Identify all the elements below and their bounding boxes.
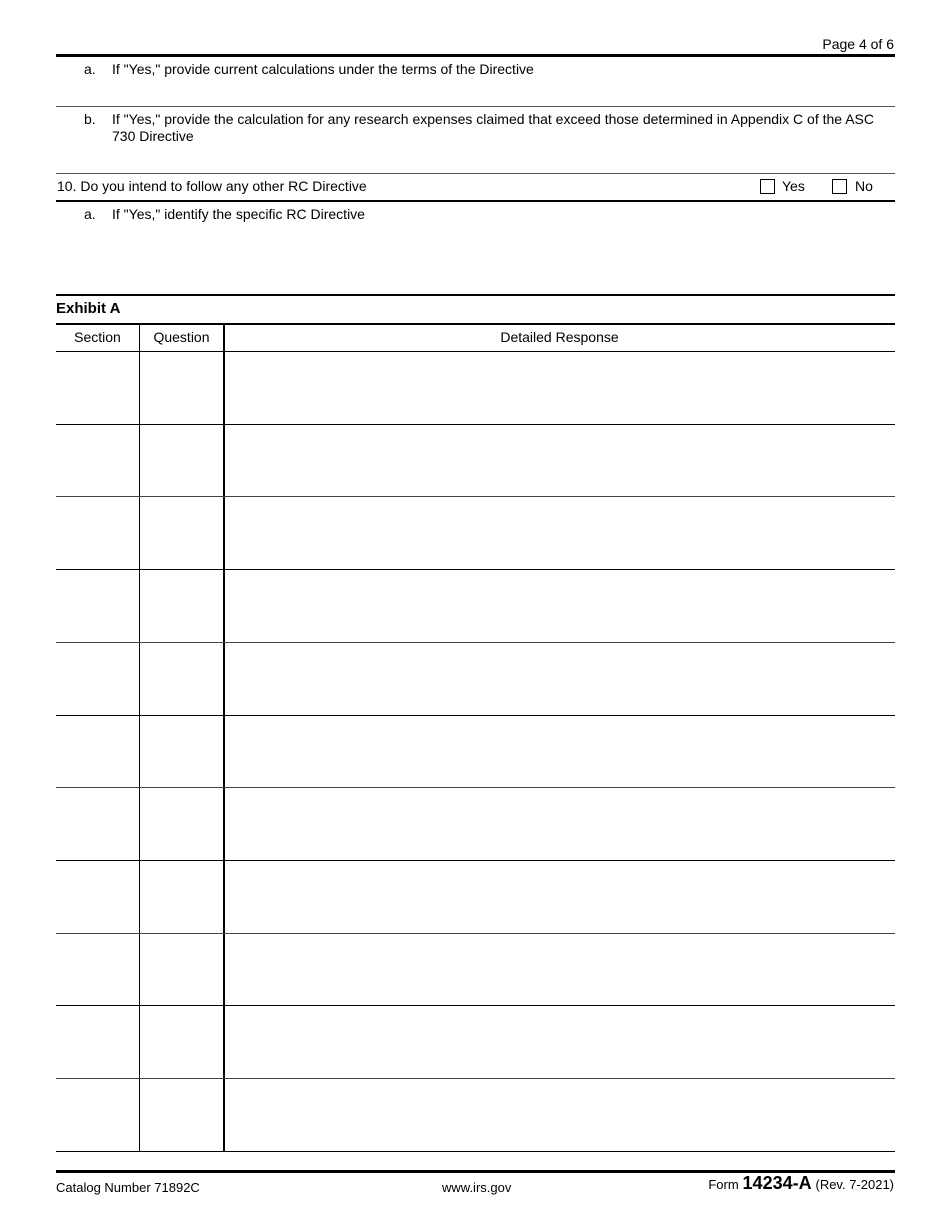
response-cell[interactable] xyxy=(225,788,895,861)
response-cell[interactable] xyxy=(225,1079,895,1152)
divider xyxy=(56,173,895,174)
table-row xyxy=(56,1006,895,1079)
question-cell[interactable] xyxy=(141,570,223,643)
section-cell[interactable] xyxy=(56,716,139,788)
response-cell[interactable] xyxy=(225,861,895,934)
header-rule xyxy=(56,54,895,57)
question-cell[interactable] xyxy=(141,788,223,861)
question-10-text: 10. Do you intend to follow any other RC Directive xyxy=(57,178,367,194)
response-cell[interactable] xyxy=(225,716,895,788)
item-a-letter: a. xyxy=(84,61,96,77)
form-prefix: Form xyxy=(708,1177,739,1192)
table-row xyxy=(56,570,895,643)
response-cell[interactable] xyxy=(225,934,895,1006)
section-cell[interactable] xyxy=(56,570,139,643)
item-b-text-line1: If "Yes," provide the calculation for any research expenses claimed that exceed those determined in Appendix C of the ASC xyxy=(112,111,874,127)
response-cell[interactable] xyxy=(225,1006,895,1079)
section-cell[interactable] xyxy=(56,352,139,425)
response-cell[interactable] xyxy=(225,425,895,497)
row-divider xyxy=(56,1151,895,1152)
table-row xyxy=(56,934,895,1006)
response-cell[interactable] xyxy=(225,570,895,643)
section-cell[interactable] xyxy=(56,934,139,1006)
table-row xyxy=(56,497,895,570)
page-number: Page 4 of 6 xyxy=(822,36,894,52)
question-cell[interactable] xyxy=(141,1006,223,1079)
question-cell[interactable] xyxy=(141,497,223,570)
table-row xyxy=(56,861,895,934)
form-id xyxy=(708,1175,894,1193)
catalog-number: Catalog Number 71892C xyxy=(56,1180,200,1195)
section-cell[interactable] xyxy=(56,425,139,497)
exhibit-top-rule xyxy=(56,294,895,296)
section-cell[interactable] xyxy=(56,643,139,716)
response-cell[interactable] xyxy=(225,497,895,570)
table-row xyxy=(56,1079,895,1152)
question-cell[interactable] xyxy=(141,934,223,1006)
response-cell[interactable] xyxy=(225,643,895,716)
table-row xyxy=(56,425,895,497)
question-cell[interactable] xyxy=(141,861,223,934)
item-a2-text: If "Yes," identify the specific RC Directive xyxy=(112,206,365,222)
item-b-letter: b. xyxy=(84,111,96,127)
table-row xyxy=(56,788,895,861)
exhibit-header-rule xyxy=(56,323,895,325)
irs-website: www.irs.gov xyxy=(442,1180,512,1195)
column-header-response: Detailed Response xyxy=(500,329,619,345)
yes-checkbox[interactable] xyxy=(760,179,775,194)
section-cell[interactable] xyxy=(56,1079,139,1152)
item-b-text-line2: 730 Directive xyxy=(112,128,194,144)
question-cell[interactable] xyxy=(141,352,223,425)
table-row xyxy=(56,716,895,788)
column-header-section: Section xyxy=(74,329,121,345)
column-header-question: Question xyxy=(153,329,210,345)
no-label: No xyxy=(855,178,873,194)
response-cell[interactable] xyxy=(225,352,895,425)
divider xyxy=(56,106,895,107)
divider xyxy=(56,200,895,202)
form-revision: (Rev. 7-2021) xyxy=(815,1177,894,1192)
section-cell[interactable] xyxy=(56,861,139,934)
table-row xyxy=(56,352,895,425)
question-cell[interactable] xyxy=(141,643,223,716)
question-cell[interactable] xyxy=(141,425,223,497)
item-a2-letter: a. xyxy=(84,206,96,222)
section-cell[interactable] xyxy=(56,1006,139,1079)
table-row xyxy=(56,643,895,716)
question-cell[interactable] xyxy=(141,1079,223,1152)
section-cell[interactable] xyxy=(56,788,139,861)
no-checkbox[interactable] xyxy=(832,179,847,194)
form-number: 14234-A xyxy=(742,1173,812,1193)
item-a-text: If "Yes," provide current calculations under the terms of the Directive xyxy=(112,61,534,77)
section-cell[interactable] xyxy=(56,497,139,570)
question-cell[interactable] xyxy=(141,716,223,788)
exhibit-title: Exhibit A xyxy=(56,300,121,317)
yes-label: Yes xyxy=(782,178,805,194)
